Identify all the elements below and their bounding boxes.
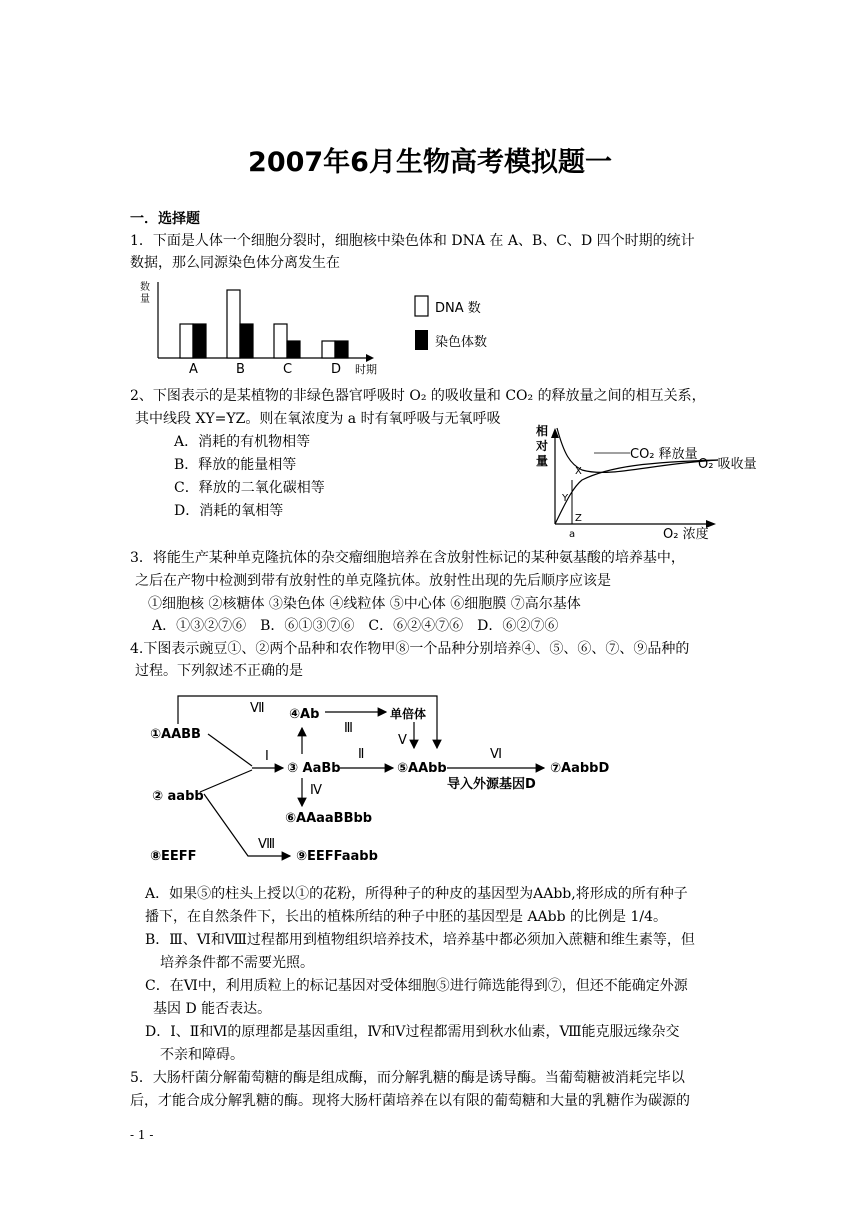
q4-option-b-line2: 培养条件都不需要光照。 (160, 955, 314, 971)
q3-options: A．①③②⑦⑥ B．⑥①③⑦⑥ C．⑥②④⑦⑥ D．⑥②⑦⑥ (152, 618, 559, 634)
q1-ylabel-2: 量 (140, 294, 150, 305)
q4-node-1: ①AABB (150, 727, 201, 742)
q1-legend-dna-swatch (415, 296, 428, 316)
q4-option-a-line2: 播下，在自然条件下，长出的植株所结的种子中胚的基因型是 AAbb 的比例是 1/4。 (145, 909, 668, 925)
q2-o2-label: O₂ 吸收量 (698, 457, 757, 472)
q4-arrow-process-8 (204, 794, 290, 856)
q4-option-c-line1: C．在Ⅵ中，利用质粒上的标记基因对受体细胞⑤进行筛选能得到⑦，但还不能确定外源 (145, 978, 688, 994)
q4-option-d-line1: D．Ⅰ、Ⅱ和Ⅵ的原理都是基因重组，Ⅳ和Ⅴ过程都需用到秋水仙素，Ⅷ能克服远缘杂交 (145, 1024, 680, 1040)
q4-node-6: ⑥AAaaBBbb (285, 811, 373, 826)
q1-tick-b: B (236, 362, 245, 377)
q2-ylabel-1: 相 (536, 424, 549, 438)
q3-stem-line1: 3．将能生产某种单克隆抗体的杂交瘤细胞培养在含放射性标记的某种氨基酸的培养基中， (130, 550, 685, 566)
q2-stem-line2: 其中线段 XY=YZ。则在氧浓度为 a 时有氧呼吸与无氧呼吸 (135, 411, 501, 427)
q4-option-c-line2: 基因 D 能否表达。 (153, 1001, 272, 1017)
q4-stem-line2: 过程。下列叙述不正确的是 (135, 663, 303, 679)
q2-z-point: Z (575, 513, 582, 524)
q2-xlabel: O₂ 浓度 (663, 527, 709, 542)
q4-option-b-line1: B．Ⅲ、Ⅵ和Ⅷ过程都用到植物组织培养技术，培养基中都必须加入蔗糖和维生素等，但 (145, 932, 695, 948)
q2-co2-label: CO₂ 释放量 (630, 447, 698, 462)
q1-tick-c: C (283, 362, 293, 377)
q1-bar-a-dna (180, 324, 193, 358)
page-number: - 1 - (130, 1128, 154, 1142)
q1-bar-b-dna (227, 290, 240, 358)
q5-line1: 5．大肠杆菌分解葡萄糖的酶是组成酶，而分解乳糖的酶是诱导酶。当葡萄糖被消耗完毕以 (130, 1070, 685, 1086)
q4-breeding-diagram (140, 688, 640, 868)
q4-node-5: ⑤AAbb (397, 761, 447, 776)
q4-process-7: Ⅶ (250, 701, 265, 716)
q4-node-4: ④Ab (289, 707, 320, 722)
q1-tick-a: A (189, 362, 198, 377)
q2-option-d: D．消耗的氧相等 (174, 503, 284, 519)
section-heading: 一．选择题 (130, 211, 200, 227)
q4-arrow-parent-2 (200, 770, 252, 792)
q2-ylabel-2: 对 (536, 439, 549, 453)
q2-respiration-graph (530, 420, 760, 542)
q4-process-3: Ⅲ (344, 721, 353, 736)
q2-y-point: Y (562, 493, 569, 504)
q1-bar-b-chromosome (240, 324, 253, 358)
q4-option-d-line2: 不亲和障碍。 (160, 1047, 244, 1063)
q4-process-4: Ⅳ (310, 783, 322, 798)
q4-process-6: Ⅵ (490, 747, 502, 762)
q2-ylabel-3: 量 (536, 454, 549, 468)
q2-stem-line1: 2、下图表示的是某植物的非绿色器官呼吸时 O₂ 的吸收量和 CO₂ 的释放量之间的相互关系， (130, 388, 706, 404)
q1-legend-chromosome-swatch (415, 330, 428, 350)
q1-bar-c-dna (274, 324, 287, 358)
q1-x-axis-arrow (366, 354, 374, 362)
q4-node-2: ② aabb (152, 789, 204, 804)
q1-bar-c-chromosome (287, 341, 300, 358)
q1-bar-a-chromosome (193, 324, 206, 358)
q3-items: ①细胞核 ②核糖体 ③染色体 ④线粒体 ⑤中心体 ⑥细胞膜 ⑦高尔基体 (148, 596, 581, 612)
q2-option-c: C．释放的二氧化碳相等 (174, 480, 325, 496)
q1-bar-d-dna (322, 341, 335, 358)
q1-stem-line2: 数据，那么同源染色体分离发生在 (130, 255, 340, 271)
q4-process-5: Ⅴ (398, 733, 407, 748)
q4-node-9: ⑨EEFFaabb (296, 849, 378, 864)
q2-option-a: A．消耗的有机物相等 (174, 434, 311, 450)
q4-arrow-parent-1 (208, 734, 252, 766)
q1-legend-chromosome-label: 染色体数 (435, 335, 488, 350)
q4-process-8: Ⅷ (258, 837, 276, 852)
q1-bar-d-chromosome (335, 341, 348, 358)
q4-process-2: Ⅱ (358, 747, 365, 762)
q1-stem-line1: 1．下面是人体一个细胞分裂时，细胞核中染色体和 DNA 在 A、B、C、D 四个时期的统计 (130, 233, 695, 249)
q2-x-point: X (575, 466, 582, 477)
q4-node-7: ⑦AabbD (550, 761, 610, 776)
q2-option-b: B．释放的能量相等 (174, 457, 297, 473)
q4-haploid-label: 单倍体 (390, 707, 427, 721)
q1-xlabel: 时期 (355, 363, 377, 376)
q4-stem-line1: 4.下图表示豌豆①、②两个品种和农作物甲⑧一个品种分别培养④、⑤、⑥、⑦、⑨品种的 (130, 641, 690, 657)
q1-ylabel-1: 数 (140, 282, 150, 293)
q2-a-tick: a (569, 529, 576, 540)
q1-tick-d: D (331, 362, 342, 377)
q3-stem-line2: 之后在产物中检测到带有放射性的单克隆抗体。放射性出现的先后顺序应该是 (135, 573, 611, 589)
q4-option-a-line1: A．如果⑤的柱头上授以①的花粉，所得种子的种皮的基因型为AAbb,将形成的所有种子 (145, 886, 688, 902)
q1-legend-dna-label: DNA 数 (435, 301, 481, 316)
q1-bar-chart (130, 276, 520, 380)
q4-node-8: ⑧EEFF (150, 849, 197, 864)
q4-process-1: Ⅰ (265, 749, 269, 764)
q4-node-3: ③ AaBb (287, 761, 341, 776)
page-title: 2007年6月生物高考模拟题一 (248, 147, 612, 178)
q5-line2: 后，才能合成分解乳糖的酶。现将大肠杆菌培养在以有限的葡萄糖和大量的乳糖作为碳源的 (130, 1093, 690, 1109)
q4-foreign-gene-label: 导入外源基因D (447, 777, 536, 792)
